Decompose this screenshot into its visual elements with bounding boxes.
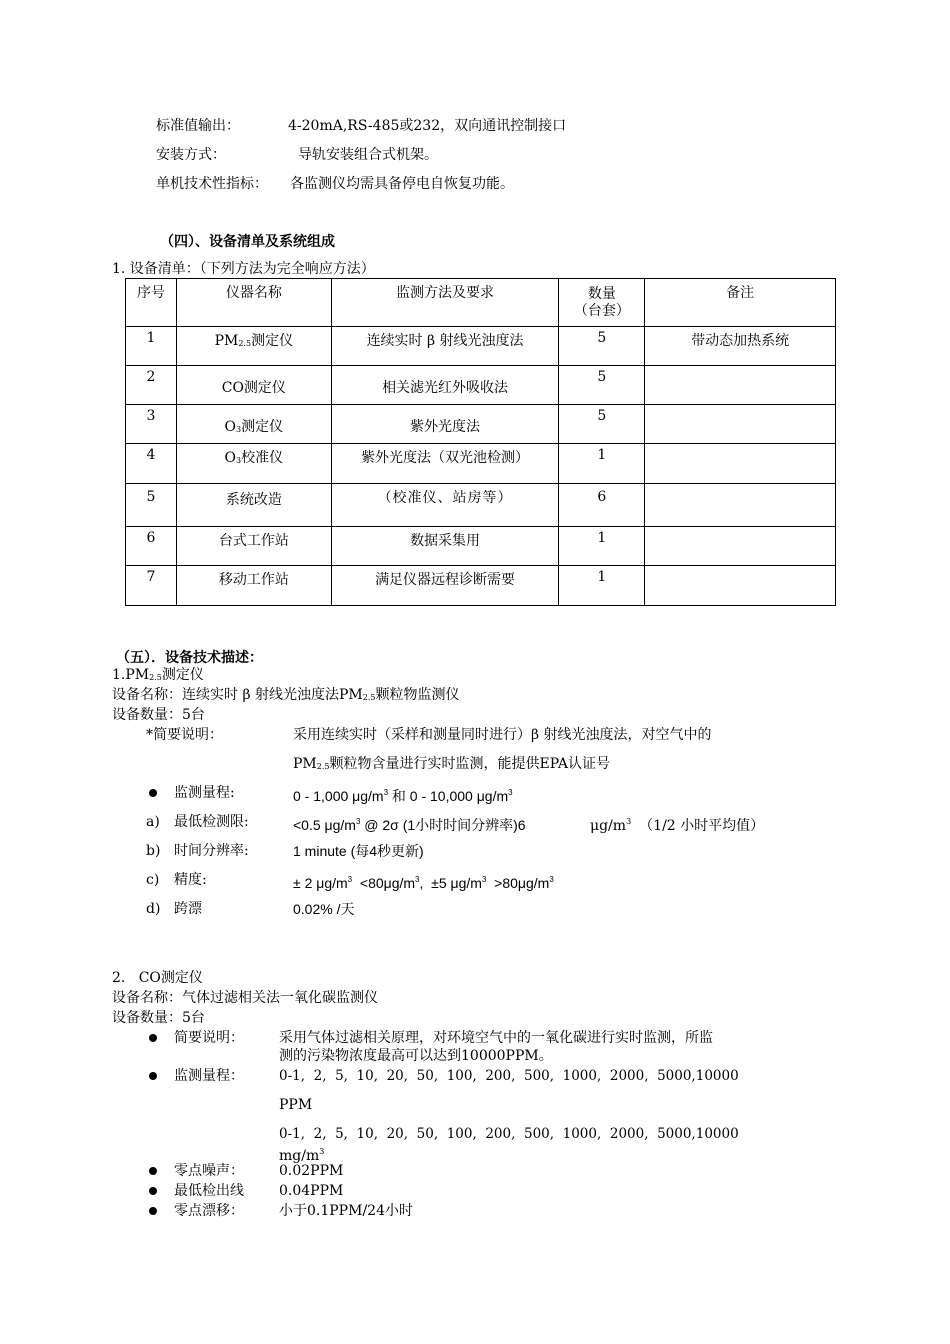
co-range-line4: $mg/m^3$: [279, 1147, 325, 1164]
header-name: 仪器名称: [176, 279, 331, 327]
pm-detection-limit-value: <0.5 $\mu g/m^3$ @ 2σ (1小时时间分辨率)6: [293, 817, 526, 833]
table-row: 3 $O_3$测定仪 紫外光度法 5: [126, 405, 836, 444]
table-row: 6 台式工作站 数据采集用 1: [126, 527, 836, 566]
co-heading: 2. CO测定仪: [112, 970, 203, 986]
spec-output-value: 4-20mA,RS-485或232，双向通讯控制接口: [288, 118, 567, 134]
pm-device-count: 设备数量：5台: [112, 707, 205, 723]
co-range-line2: PPM: [279, 1097, 313, 1113]
pm-accuracy-value: ± 2 $\mu g/m^3 <80\mu g/m^3$, ±5 $\mu g/m^3 >80\mu g/m^3$: [293, 875, 554, 891]
table-row: 2 CO测定仪 相关滤光红外吸收法 5: [126, 366, 836, 405]
co-zero-noise-label: 零点噪声：: [174, 1163, 244, 1179]
co-summary-label: 简要说明：: [174, 1030, 244, 1046]
table-header-row: [126, 279, 836, 327]
pm-drift-value: 0.02% /天: [293, 901, 355, 917]
header-note: 备注: [645, 279, 836, 327]
co-lower-limit-value: 0.04PPM: [279, 1183, 344, 1199]
pm-item-marker: a): [146, 814, 160, 830]
bullet-icon: [149, 1072, 157, 1080]
co-summary-line1: 采用气体过滤相关原理，对环境空气中的一氧化碳进行实时监测，所监: [279, 1030, 713, 1046]
bullet-icon: [149, 1187, 157, 1195]
spec-standalone-value: 各监测仪均需具备停电自恢复功能。: [290, 176, 514, 192]
header-qty: 数量 （台套）: [559, 279, 645, 327]
pm-drift-label: 跨漂: [174, 901, 202, 917]
table-row: 4 $O_3$校准仪 紫外光度法（双光池检测） 1: [126, 444, 836, 484]
equipment-list-title: 1. 设备清单：（下列方法为完全响应方法）: [112, 261, 375, 277]
pm-heading: $1.PM_{2.5}$测定仪: [112, 667, 204, 683]
table-row: 5 系统改造 （校准仪、站房等） 6: [126, 484, 836, 527]
pm-item-marker: d): [146, 901, 161, 917]
header-method: 监测方法及要求: [331, 279, 559, 327]
pm-item-marker: b): [146, 843, 161, 859]
co-zero-drift-value: 小于0.1PPM/24小时: [279, 1203, 413, 1219]
section5-title: （五）．设备技术描述：: [116, 649, 263, 665]
co-range-label: 监测量程：: [174, 1068, 244, 1084]
bullet-icon: [149, 1034, 157, 1042]
pm-range-label: 监测量程:: [174, 785, 235, 801]
spec-output-label: 标准值输出：: [156, 118, 240, 134]
pm-item-marker: c): [146, 872, 160, 888]
co-range-line1: 0-1, 2, 5, 10, 20, 50, 100, 200, 500, 1000, 2000, 5000,10000: [279, 1068, 739, 1084]
co-device-name: 设备名称：气体过滤相关法一氧化碳监测仪: [112, 990, 378, 1006]
co-zero-noise-value: 0.02PPM: [279, 1163, 344, 1179]
pm-range-value: 0 - 1,000 $\mu g/m^3$ 和 0 - 10,000 $\mu g/m^3$: [293, 788, 513, 804]
pm-accuracy-label: 精度:: [174, 872, 207, 888]
spec-install-value: 导轨安装组合式机架。: [298, 147, 438, 163]
pm-summary-line1: 采用连续实时（采样和测量同时进行）β 射线光浊度法，对空气中的: [293, 727, 712, 743]
table-row: 7 移动工作站 满足仪器远程诊断需要 1: [126, 566, 836, 606]
bullet-icon: [149, 789, 157, 797]
pm-summary-line2: $PM_{2.5}$颗粒物含量进行实时监测，能提供EPA认证号: [293, 756, 610, 772]
section4-title: （四）、设备清单及系统组成: [160, 233, 335, 249]
pm-device-name: 设备名称：连续实时 β 射线光浊度法$PM_{2.5}$颗粒物监测仪: [112, 687, 460, 703]
bullet-icon: [149, 1167, 157, 1175]
pm-time-resolution-value: 1 minute (每4秒更新): [293, 843, 424, 859]
header-no: 序号: [126, 279, 177, 327]
co-zero-drift-label: 零点漂移：: [174, 1203, 244, 1219]
bullet-icon: [149, 1207, 157, 1215]
pm-detection-limit-extra: $\mu g/m^3$ （1/2 小时平均值）: [590, 817, 765, 834]
co-summary-line2: 测的污染物浓度最高可以达到10000PPM。: [279, 1048, 553, 1064]
spec-install-label: 安装方式：: [156, 147, 226, 163]
spec-standalone-label: 单机技术性指标：: [156, 176, 268, 192]
pm-detection-limit-label: 最低检测限:: [174, 814, 249, 830]
equipment-table: [125, 278, 836, 606]
pm-summary-label: *简要说明：: [146, 727, 223, 743]
pm-time-resolution-label: 时间分辨率:: [174, 843, 249, 859]
co-lower-limit-label: 最低检出线: [174, 1183, 244, 1199]
co-range-line3: 0-1, 2, 5, 10, 20, 50, 100, 200, 500, 1000, 2000, 5000,10000: [279, 1126, 739, 1142]
co-device-count: 设备数量：5台: [112, 1010, 205, 1026]
table-row: 1 $PM_{2.5}$测定仪 连续实时 β 射线光浊度法 5 带动态加热系统: [126, 327, 836, 366]
